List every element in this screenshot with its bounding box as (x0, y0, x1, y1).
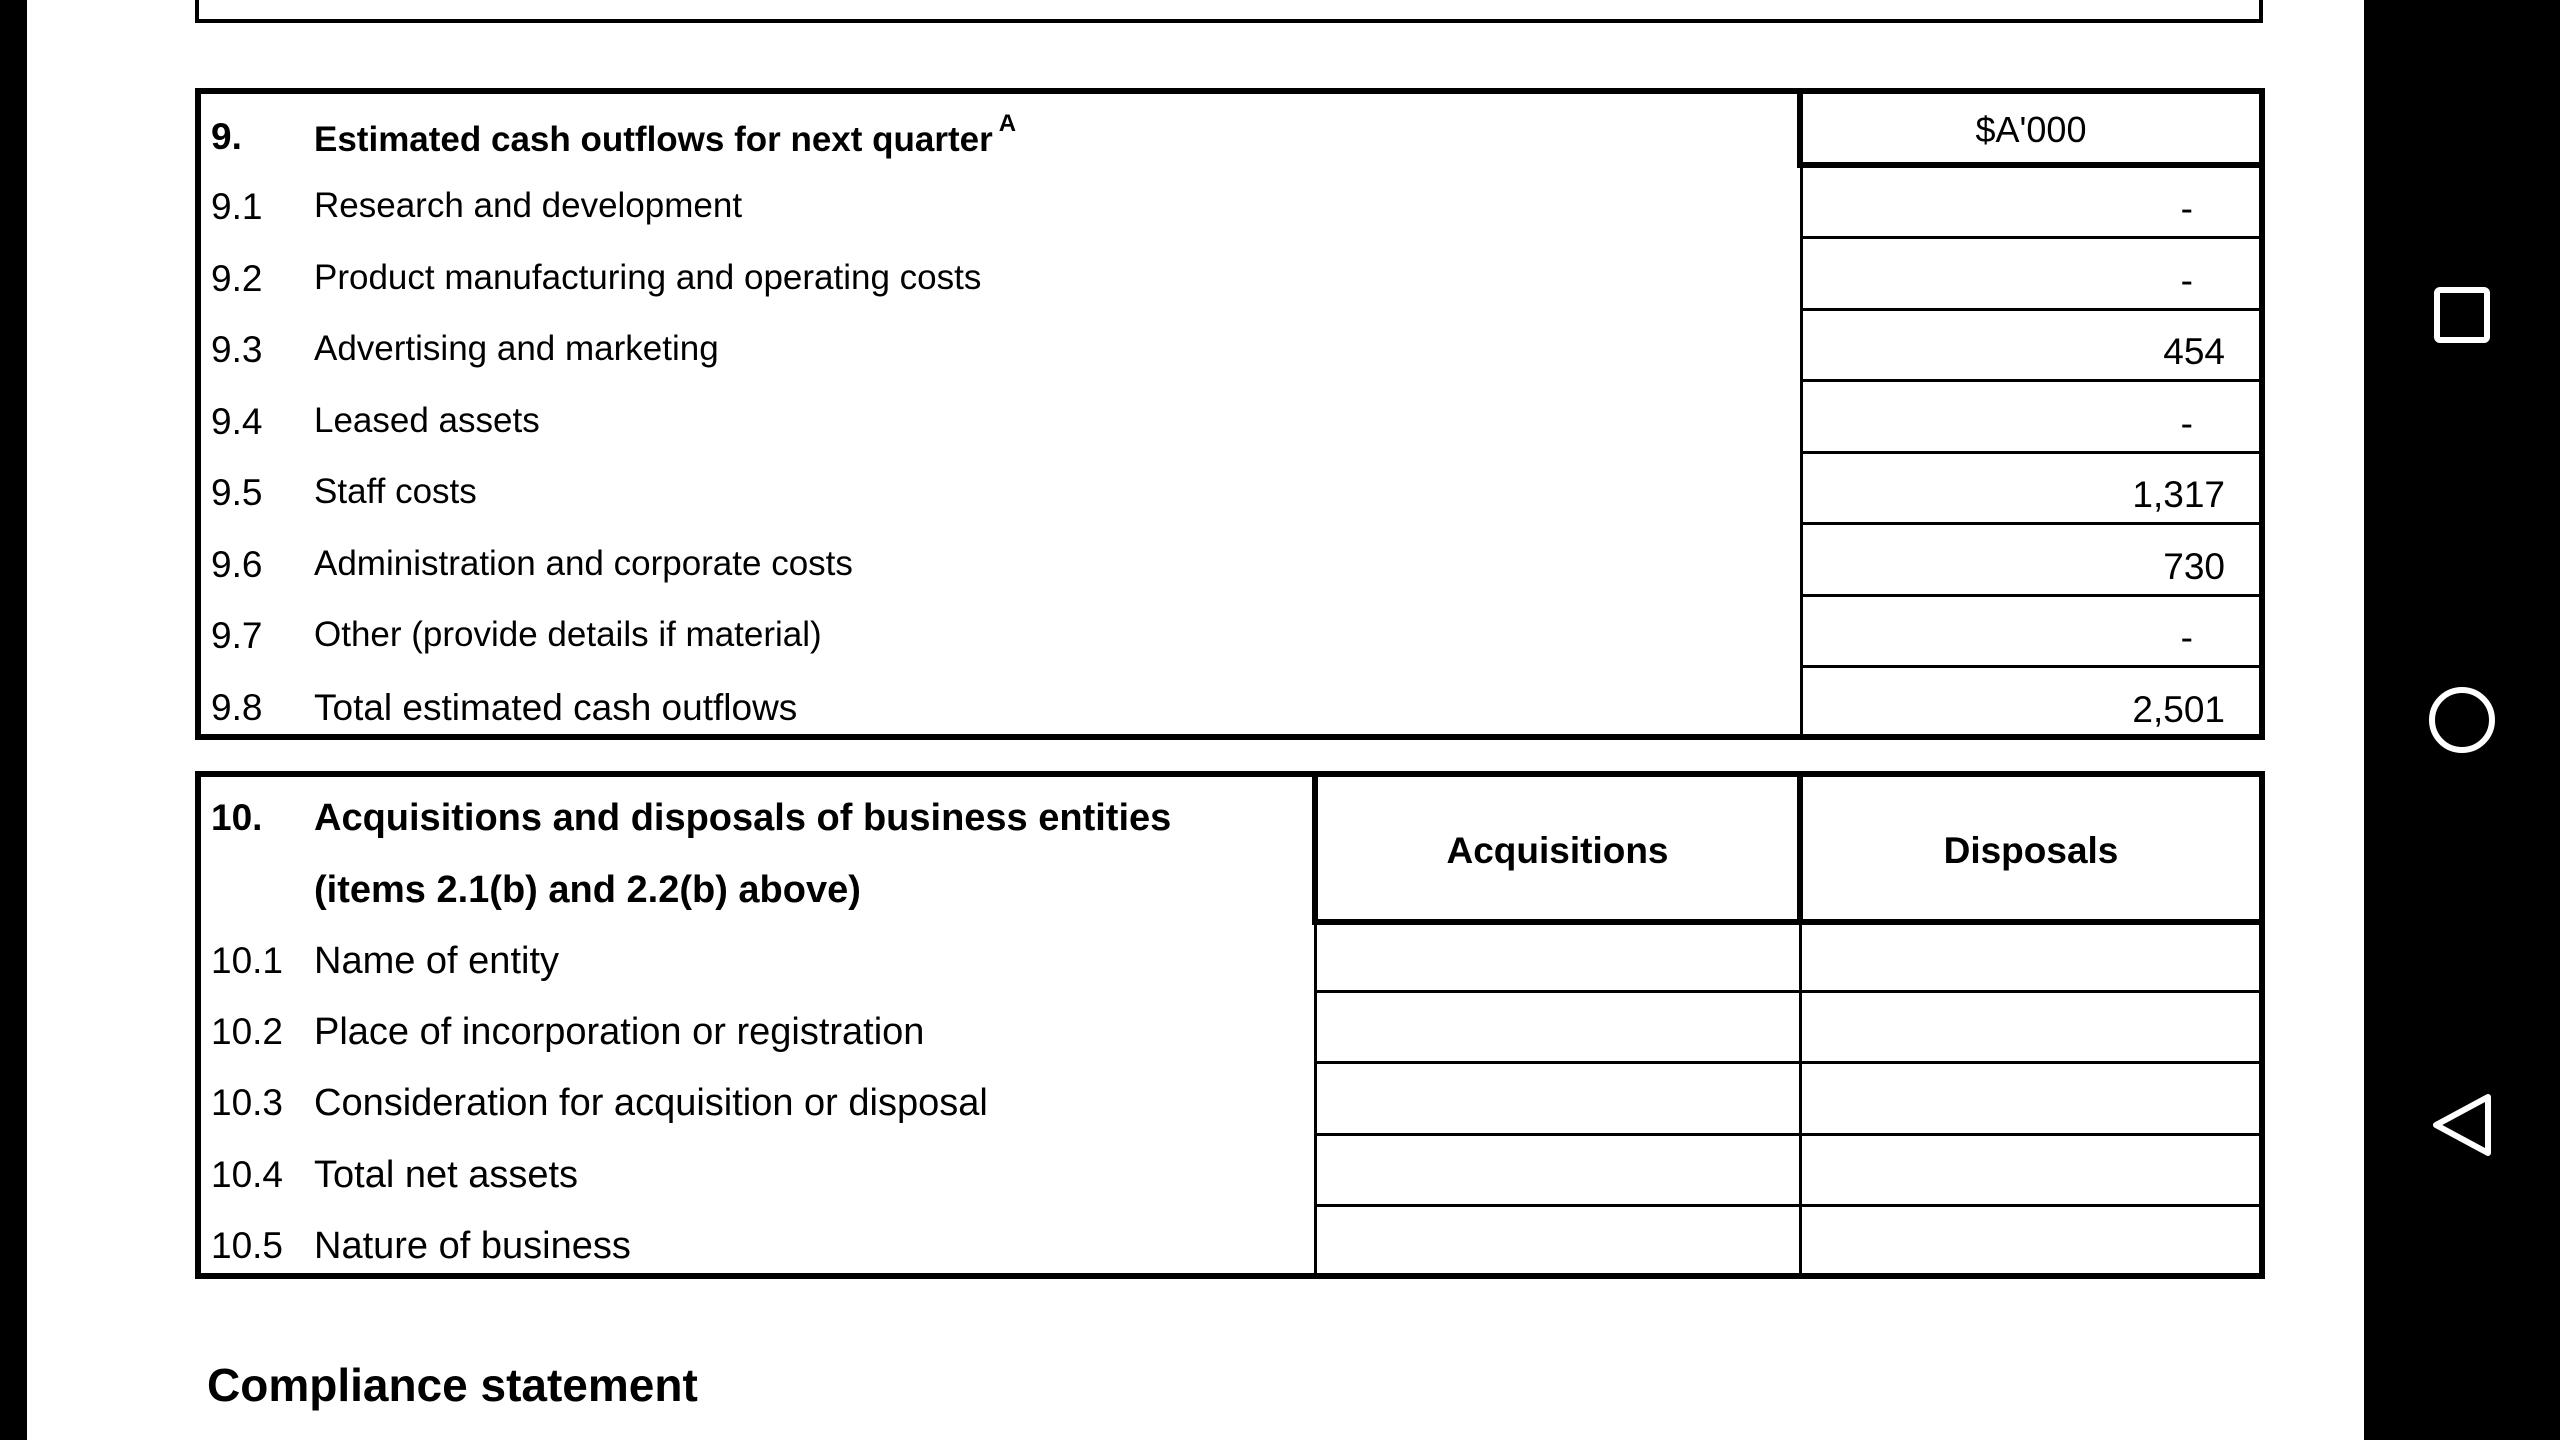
row-number: 10.2 (211, 1011, 284, 1052)
currency-header: $A'000 (1975, 109, 2087, 150)
row-number: 10.4 (211, 1154, 284, 1195)
section-9-title: Estimated cash outflows for next quarter $^A$ (314, 110, 1017, 159)
row-number: 10.1 (211, 940, 284, 981)
row-label: Product manufacturing and operating costs (314, 258, 982, 297)
previous-table-bottom (195, 0, 2263, 23)
row-value: 454 (2163, 331, 2225, 372)
row-value: - (2180, 260, 2193, 301)
row-label: Consideration for acquisition or disposal (314, 1082, 988, 1124)
row-label: Staff costs (314, 472, 477, 511)
home-icon (2427, 685, 2497, 755)
row-value: - (2180, 188, 2193, 229)
recent-apps-button[interactable] (2364, 250, 2560, 380)
row-number: 9.4 (211, 401, 263, 442)
section-10-table (195, 771, 2265, 1279)
back-button[interactable] (2364, 1060, 2560, 1190)
row-value: 730 (2163, 546, 2225, 587)
row-value: - (2180, 403, 2193, 444)
row-number: 9.2 (211, 258, 263, 299)
row-label: Leased assets (314, 401, 540, 440)
row-label: Research and development (314, 186, 743, 225)
row-number: 9.3 (211, 329, 263, 370)
row-number: 10.5 (211, 1225, 284, 1266)
disposals-header: Disposals (1943, 830, 2119, 871)
row-number: 9.6 (211, 544, 263, 585)
navigation-bar (2364, 0, 2560, 1440)
home-button[interactable] (2364, 655, 2560, 785)
row-total-value: 2,501 (2132, 689, 2225, 730)
row-number: 9.1 (211, 186, 263, 227)
row-label: Administration and corporate costs (314, 544, 853, 583)
recent-apps-icon (2432, 285, 2492, 345)
row-label: Name of entity (314, 940, 559, 982)
back-icon (2430, 1091, 2494, 1159)
row-label: Total estimated cash outflows (314, 687, 798, 728)
row-number: 9.7 (211, 615, 263, 656)
section-9-table (195, 88, 2265, 740)
row-label: Advertising and marketing (314, 329, 719, 368)
row-label: Place of incorporation or registration (314, 1011, 925, 1053)
acquisitions-header: Acquisitions (1446, 830, 1669, 871)
row-value: - (2180, 617, 2193, 658)
section-9-number: 9. (211, 116, 242, 157)
row-label: Other (provide details if material) (314, 615, 822, 654)
row-label: Nature of business (314, 1225, 631, 1267)
row-label: Total net assets (314, 1154, 579, 1196)
row-number: 10.3 (211, 1082, 284, 1123)
row-number: 9.8 (211, 687, 263, 728)
row-value: 1,317 (2132, 474, 2225, 515)
document-page[interactable] (27, 0, 2364, 1440)
compliance-heading: Compliance statement (207, 1359, 698, 1411)
section-10-title-line2: (items 2.1(b) and 2.2(b) above) (314, 869, 861, 911)
section-10-title-line1: Acquisitions and disposals of business entities (314, 797, 1172, 839)
header-divider (1800, 162, 2259, 168)
section-10-number: 10. (211, 797, 263, 838)
row-number: 9.5 (211, 472, 263, 513)
